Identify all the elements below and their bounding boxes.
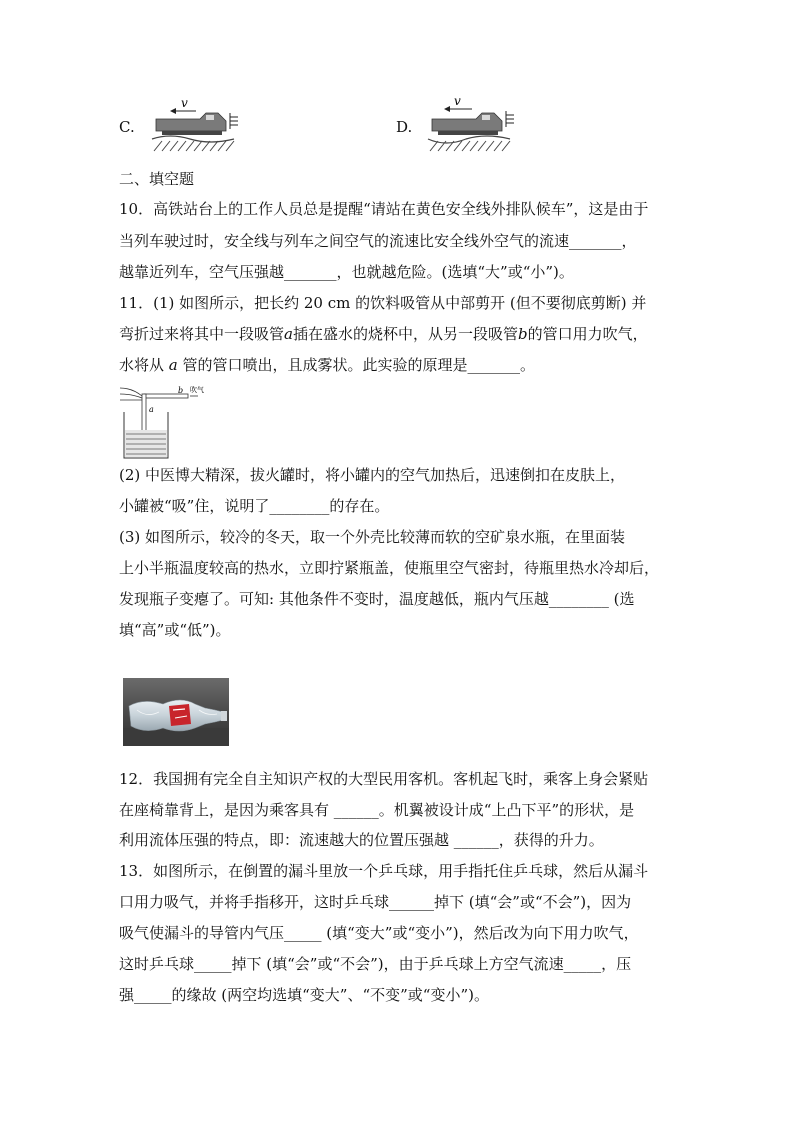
q11-part1-line-3 [119, 354, 679, 376]
q10-line-3: 越靠近列车，空气压强越_______，也就越危险。(选填“大”或“小”)。 [119, 263, 574, 281]
q11-text: 插在盛水的烧杯中，从另一段吸管 [292, 325, 518, 343]
q11-part1-line-1: 11．(1) 如图所示，把长约 20 cm 的饮料吸管从中部剪开 (但不要彻底剪断) 并 [119, 294, 647, 312]
option-c-label: C. [119, 118, 135, 136]
q13-line-3: 吸气使漏斗的导管内气压_____ (填“变大”或“变小”)，然后改为向下用力吹气， [119, 924, 639, 942]
velocity-label-d: v [454, 94, 461, 108]
q12-line-2: 在座椅靠背上，是因为乘客具有 ______。机翼被设计成“上凸下平”的形状，是 [119, 801, 635, 819]
q11-text: 水将从 [119, 356, 165, 374]
q11-part3-line-4: 填“高”或“低”)。 [119, 621, 231, 639]
straw-experiment-figure [118, 382, 210, 462]
figure-label-a: a [149, 405, 154, 414]
q11-part3-line-3: 发现瓶子变瘪了。可知: 其他条件不变时，温度越低，瓶内气压越________ (选 [119, 590, 635, 608]
option-c-train-figure [150, 95, 242, 155]
q11-text: 的管口用力吹气， [527, 325, 648, 343]
q10-line-1: 10．高铁站台上的工作人员总是提醒“请站在黄色安全线外排队候车”，这是由于 [119, 200, 649, 218]
q12-line-1: 12．我国拥有完全自主知识产权的大型民用客机。客机起飞时，乘客上身会紧贴 [119, 770, 649, 788]
q11-var-a: a [284, 325, 293, 343]
q11-part3-line-1: (3) 如图所示，较冷的冬天，取一个外壳比较薄而软的空矿泉水瓶，在里面装 [119, 528, 626, 546]
q11-part3-line-2: 上小半瓶温度较高的热水，立即拧紧瓶盖，使瓶里空气密封，待瓶里热水冷却后， [119, 559, 660, 577]
q13-line-2: 口用力吸气，并将手指移开，这时乒乓球______掉下 (填“会”或“不会”)，因为 [119, 893, 632, 911]
q12-line-3: 利用流体压强的特点，即：流速越大的位置压强越 ______，获得的升力。 [119, 831, 604, 849]
q11-text: 管的管口喷出，且成雾状。此实验的原理是_______。 [182, 356, 536, 374]
q11-part2-line-2: 小罐被“吸”住，说明了________的存在。 [119, 497, 390, 515]
q11-var-a: a [168, 356, 178, 374]
q11-text: 弯折过来将其中一段吸管 [119, 325, 285, 343]
q13-line-5: 强_____的缘故 (两空均选填“变大”、“不变”或“变小”)。 [119, 986, 489, 1004]
velocity-label-c: v [181, 96, 188, 110]
option-d-train-figure [426, 93, 518, 155]
crushed-bottle-photo [123, 678, 229, 746]
q11-part2-line-1: (2) 中医博大精深，拔火罐时，将小罐内的空气加热后，迅速倒扣在皮肤上， [119, 466, 626, 484]
q10-line-2: 当列车驶过时，安全线与列车之间空气的流速比安全线外空气的流速_______， [119, 232, 637, 250]
section-title: 二、填空题 [119, 170, 195, 188]
figure-label-b: b [178, 386, 184, 395]
q13-line-4: 这时乒乓球_____掉下 (填“会”或“不会”)，由于乒乓球上方空气流速_____，压 [119, 955, 632, 973]
q11-var-b: b [517, 325, 528, 343]
option-d-label: D. [396, 118, 413, 136]
figure-label-blow: 吹气 [190, 386, 204, 394]
q11-part1-line-2 [119, 323, 679, 345]
q13-line-1: 13．如图所示，在倒置的漏斗里放一个乒乓球，用手指托住乒乓球，然后从漏斗 [119, 862, 649, 880]
